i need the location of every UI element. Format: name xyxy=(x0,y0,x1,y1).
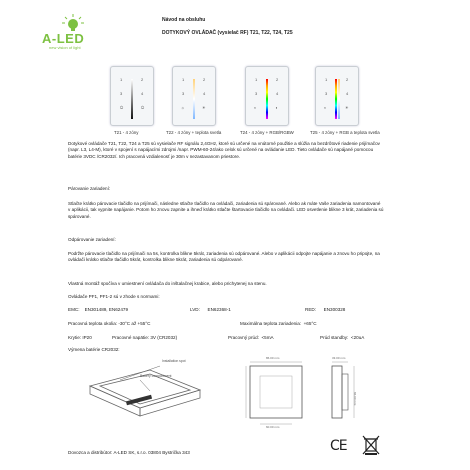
panel-t22: 1 2 3 4 ☼ ☀ xyxy=(172,66,216,126)
battery-heading: Výmena batérie CR2032: xyxy=(68,347,120,352)
spec-ip: Krytie: IP20 xyxy=(68,335,92,340)
weee-bin-icon xyxy=(362,434,380,456)
panel-caption: T22 - 4 zóny + teplota svetla xyxy=(166,130,222,135)
panel-button-3: 3 xyxy=(120,91,123,96)
sun-icon: ☀ xyxy=(202,105,206,110)
rgb-stripe xyxy=(335,79,337,119)
spec-lvd: LVD: EN62368-1 xyxy=(190,307,231,312)
panel-caption: T25 - 4 zóny + RGB a teplota svetla xyxy=(310,130,380,135)
dim-top: 86.00 mm xyxy=(266,356,280,360)
side-dimension-drawing xyxy=(318,356,378,436)
panel-t25: 1 2 3 4 ◐ ☀ xyxy=(315,66,359,126)
spec-emc: EMC: EN301489, EN62479 xyxy=(68,307,129,312)
logo-tagline: new vision of light xyxy=(49,45,81,50)
panel-t24: 1 2 3 4 ◐ ◑ xyxy=(245,66,289,126)
panel-button-2: 2 xyxy=(141,77,144,82)
panel-button-1: 1 xyxy=(120,77,123,82)
spec-maxtemp: Maximálna teplota zariadenia: +65°C xyxy=(240,321,317,326)
dim-depth: 33.00 mm xyxy=(332,356,346,360)
pairing-text: Stlačte krátko párovacie tlačidlo na prijímači, následne stlačte tlačidlo na ovládači, zariadenia sú spárované. Alebo ak máte Vaše zariadenia namontované v aplikácii, tak vypnite napájanie. Potom ho znovu zapnite a ihneď krátko stlačte štartovacie tlačidlo na ovládači. LED osvetlenie blikne 3 krát, zariadenia sú spárované. xyxy=(68,201,384,219)
doc-title: Návod na obsluhu xyxy=(162,17,206,23)
spec-temp: Pracovná teplota okolia: -30°C až +55°C xyxy=(68,321,151,326)
spec-current: Pracovný prúd: <5mA xyxy=(228,335,274,340)
panel-caption: T21 - 4 zóny xyxy=(114,130,139,135)
logo xyxy=(40,14,110,50)
mode-icon: ◑ xyxy=(275,105,278,110)
mode-icon: ◐ xyxy=(324,105,327,110)
distributor-footer: Dovozca a distribútor: A-LED SK, s.r.o. 03804 Bystrička 343 xyxy=(68,450,190,455)
power-icon: ⏻ xyxy=(141,105,145,110)
panel-caption: T24 - 4 zóny + RGB/RGBW xyxy=(240,130,294,135)
doc-subtitle: DOTYKOVÝ OVLÁDAČ (vysielač RF) T21, T22, T24, T25 xyxy=(162,30,293,36)
bulb-icon xyxy=(62,14,84,32)
cct-stripe xyxy=(193,79,195,119)
power-icon: ⏻ xyxy=(120,105,124,110)
pairing-heading: Párovanie zariadení: xyxy=(68,186,111,191)
unpairing-text: Podržte párovacie tlačidlo na prijímači na 5s, kontrolka blikne 5krát, zariadenia sú odpárované. Alebo v aplikácii odpojte napájanie a znovu ho pripojte, na ovládači krátko stlačte tlačidlo 5krát, kontrolka blikne 5krát, zariadenia sú odpárované. xyxy=(68,251,380,263)
spec-standby: Prúd standby: <20uA xyxy=(320,335,365,340)
battery-diagram xyxy=(80,356,230,426)
sun-icon: ☼ xyxy=(181,105,185,110)
compat-line: Ovládače PF1, PF1-2 sú v zhode s normami: xyxy=(68,294,160,299)
front-dimension-drawing xyxy=(238,356,308,436)
dim-slider-stripe xyxy=(131,79,133,119)
rgb-stripe xyxy=(266,79,268,119)
sun-icon: ☀ xyxy=(345,105,349,110)
panel-t21 xyxy=(110,66,154,126)
panel-button-4: 4 xyxy=(141,91,144,96)
ce-mark: CE xyxy=(330,438,347,454)
label-battery: Battery compartment xyxy=(140,374,172,378)
intro-paragraph: Dotykové ovládače T21, T22, T24 a T25 sú vysielače RF signálu 2,4GHz, ktoré sú určené na vnútorné použitie a slúžia na bezdrôtové riadenie prijímačov (napr. L3, L4-M), ktoré v spojení s napájacími zdrojmi /napr. PWM-60-24/ako celok sú určené na ovládanie LED. Tieto ovládače sú napájané pomocou batérie 3VDC /CR2032/. Ich pracovná vzdialenosť je 30m v nezastavanom priestore. xyxy=(68,141,380,159)
unpairing-heading: Odpárovanie zariadení: xyxy=(68,237,116,242)
mounting-note: Vlastná montáž spočíva v umiestnení ovládača do inštalačnej krabice, alebo prichytenej na stenu. xyxy=(68,281,267,286)
mode-icon: ◐ xyxy=(254,105,257,110)
logo-brand: A-LED xyxy=(42,31,85,46)
dim-inner: 60.00 mm xyxy=(266,425,280,429)
spec-voltage: Pracovné napätie: 3V (CR2032) xyxy=(112,335,178,340)
spec-red: RED: EN300328 xyxy=(305,307,346,312)
label-installation: Installation spot xyxy=(162,359,186,363)
dim-side: 86.00 mm xyxy=(353,392,357,406)
cct-stripe xyxy=(338,79,340,119)
